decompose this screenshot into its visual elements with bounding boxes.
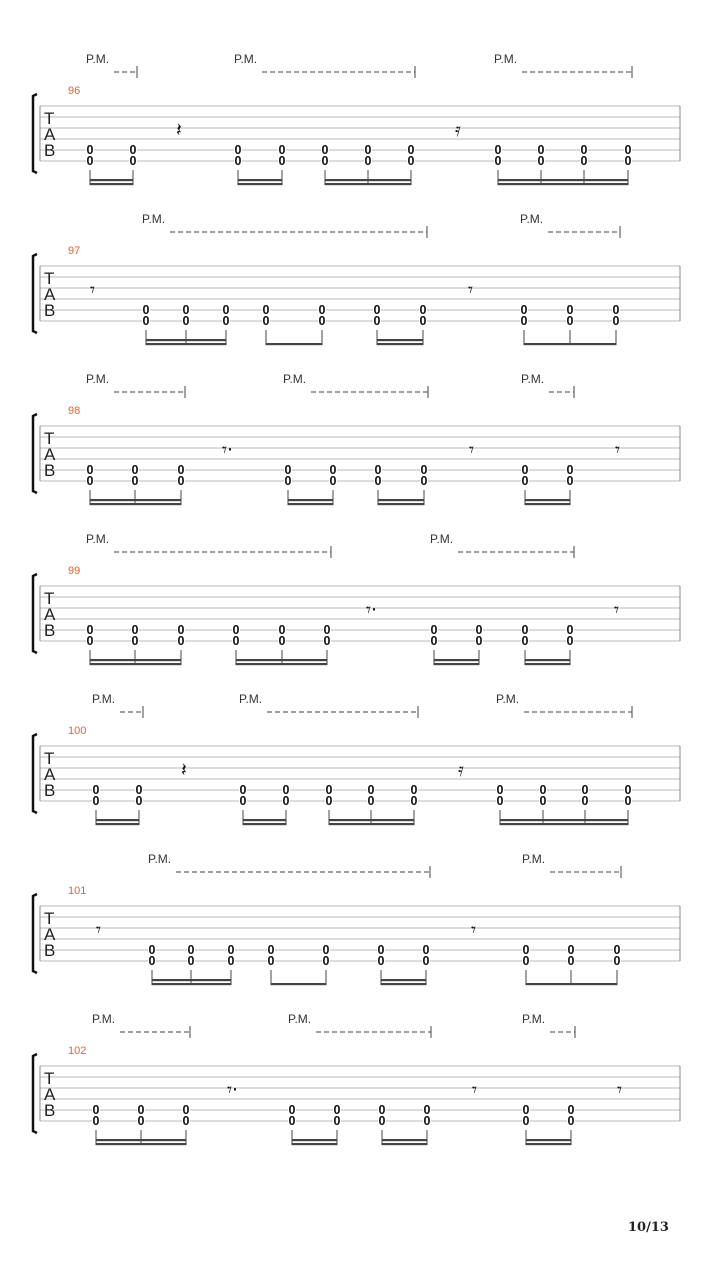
fret-number: 0 [262,314,270,328]
fret-number: 0 [135,794,143,808]
fret-number: 0 [419,303,427,317]
fret-number: 0 [567,943,575,957]
fret-number: 0 [232,634,240,648]
note-beam [96,819,140,821]
note-beam [498,183,629,185]
fret-number: 0 [423,1103,431,1117]
tab-clef-letter: A [44,605,56,624]
palm-mute-label: P.M. [86,372,110,386]
fret-number: 0 [364,143,372,157]
note-beam [96,823,140,825]
fret-number: 0 [318,314,326,328]
measure-number: 101 [68,885,87,897]
fret-number: 0 [142,303,150,317]
note-beam [146,343,227,345]
fret-number: 0 [567,954,575,968]
fret-number: 0 [374,463,382,477]
fret-number: 0 [567,1103,575,1117]
rest-symbol: 𝄿 [455,119,461,141]
note-beam [96,1143,187,1145]
fret-number: 0 [367,794,375,808]
system-bracket [33,574,37,653]
fret-number: 0 [227,943,235,957]
tab-clef-letter: A [44,1085,56,1104]
fret-number: 0 [333,1103,341,1117]
tab-clef-letter: B [44,781,56,800]
fret-number: 0 [92,783,100,797]
measure-number: 97 [68,245,81,257]
fret-number: 0 [182,1114,190,1128]
fret-number: 0 [321,154,329,168]
rest-symbol: 𝄾 [614,599,620,621]
fret-number: 0 [422,954,430,968]
tab-clef-letter: T [44,589,55,608]
palm-mute-label: P.M. [521,372,545,386]
fret-number: 0 [566,474,574,488]
note-beam [381,979,427,981]
rest-symbol: 𝄾 [96,919,102,941]
fret-number: 0 [410,794,418,808]
note-beam [90,663,182,665]
fret-number: 0 [522,943,530,957]
note-beam [329,819,415,821]
fret-number: 0 [374,474,382,488]
tab-clef-letter: A [44,925,56,944]
tab-clef-letter: B [44,461,56,480]
fret-number: 0 [539,794,547,808]
fret-number: 0 [624,783,632,797]
fret-number: 0 [239,783,247,797]
fret-number: 0 [378,1114,386,1128]
fret-number: 0 [494,143,502,157]
fret-number: 0 [131,634,139,648]
fret-number: 0 [322,954,330,968]
fret-number: 0 [522,1103,530,1117]
fret-number: 0 [422,943,430,957]
palm-mute-label: P.M. [148,852,172,866]
tab-system [33,852,680,985]
note-beam [377,339,424,341]
palm-mute-label: P.M. [92,692,116,706]
note-beam [524,343,617,345]
fret-number: 0 [475,623,483,637]
fret-number: 0 [566,634,574,648]
palm-mute-label: P.M. [234,52,258,66]
fret-number: 0 [187,943,195,957]
fret-number: 0 [430,623,438,637]
fret-number: 0 [86,623,94,637]
note-beam [243,823,287,825]
palm-mute-label: P.M. [142,212,166,226]
fret-number: 0 [86,634,94,648]
palm-mute-label: P.M. [494,52,518,66]
fret-number: 0 [566,303,574,317]
fret-number: 0 [580,154,588,168]
tab-clef-letter: B [44,621,56,640]
page-number: 10/13 [628,1220,669,1235]
fret-number: 0 [325,794,333,808]
fret-number: 0 [86,154,94,168]
note-beam [238,183,283,185]
fret-number: 0 [613,943,621,957]
fret-number: 0 [267,943,275,957]
note-beam [325,179,412,181]
fret-number: 0 [177,474,185,488]
note-beam [90,179,134,181]
fret-number: 0 [131,623,139,637]
fret-number: 0 [496,783,504,797]
note-beam [498,179,629,181]
measure-number: 96 [68,85,81,97]
fret-number: 0 [430,634,438,648]
note-beam [96,1139,187,1141]
fret-number: 0 [377,943,385,957]
fret-number: 0 [267,954,275,968]
system-bracket [33,94,37,173]
fret-number: 0 [92,794,100,808]
fret-number: 0 [323,623,331,637]
note-beam [434,659,480,661]
fret-number: 0 [612,314,620,328]
fret-number: 0 [232,623,240,637]
tab-clef-letter: A [44,285,56,304]
fret-number: 0 [321,143,329,157]
rest-symbol: 𝄾 [615,439,621,461]
tab-clef-letter: A [44,765,56,784]
note-beam [238,179,283,181]
fret-number: 0 [288,1103,296,1117]
system-bracket [33,894,37,973]
fret-number: 0 [234,154,242,168]
fret-number: 0 [496,794,504,808]
fret-number: 0 [278,143,286,157]
fret-number: 0 [566,314,574,328]
fret-number: 0 [92,1103,100,1117]
fret-number: 0 [323,634,331,648]
measure-number: 102 [68,1045,87,1057]
rest-symbol: 𝄾 [90,279,96,301]
fret-number: 0 [373,303,381,317]
fret-number: 0 [475,634,483,648]
fret-number: 0 [581,783,589,797]
fret-number: 0 [520,314,528,328]
note-beam [526,1143,572,1145]
fret-number: 0 [520,303,528,317]
note-beam [292,1139,338,1141]
fret-number: 0 [278,634,286,648]
fret-number: 0 [284,474,292,488]
note-beam [152,979,232,981]
tab-clef-letter: A [44,445,56,464]
note-beam [378,499,425,501]
fret-number: 0 [419,314,427,328]
note-beam [288,503,334,505]
system-bracket [33,254,37,333]
note-beam [526,1139,572,1141]
fret-number: 0 [182,303,190,317]
fret-number: 0 [187,954,195,968]
fret-number: 0 [613,954,621,968]
rest-symbol: 𝄾· [366,599,378,621]
fret-number: 0 [580,143,588,157]
fret-number: 0 [148,954,156,968]
fret-number: 0 [131,463,139,477]
fret-number: 0 [325,783,333,797]
tab-clef-letter: B [44,941,56,960]
tab-system [33,372,680,505]
fret-number: 0 [222,314,230,328]
fret-number: 0 [407,154,415,168]
palm-mute-label: P.M. [283,372,307,386]
fret-number: 0 [137,1103,145,1117]
fret-number: 0 [284,463,292,477]
tab-clef-letter: T [44,1069,55,1088]
tab-clef-letter: B [44,1101,56,1120]
palm-mute-label: P.M. [522,1012,546,1026]
tab-clef-letter: B [44,301,56,320]
system-bracket [33,414,37,493]
note-beam [236,659,328,661]
fret-number: 0 [522,954,530,968]
fret-number: 0 [373,314,381,328]
note-beam [146,339,227,341]
fret-number: 0 [522,1114,530,1128]
note-beam [500,823,629,825]
fret-number: 0 [537,154,545,168]
rest-symbol: 𝄾· [222,439,234,461]
tab-system [33,212,680,345]
note-beam [525,499,571,501]
fret-number: 0 [129,154,137,168]
fret-number: 0 [137,1114,145,1128]
fret-number: 0 [282,783,290,797]
fret-number: 0 [423,1114,431,1128]
note-beam [525,663,571,665]
fret-number: 0 [262,303,270,317]
fret-number: 0 [142,314,150,328]
palm-mute-label: P.M. [239,692,263,706]
note-beam [292,1143,338,1145]
fret-number: 0 [282,794,290,808]
palm-mute-label: P.M. [92,1012,116,1026]
note-beam [271,983,327,985]
note-beam [90,659,182,661]
fret-number: 0 [222,303,230,317]
tab-clef-letter: T [44,749,55,768]
tab-system [33,1012,680,1145]
note-beam [378,503,425,505]
palm-mute-label: P.M. [86,52,110,66]
tab-system [33,692,680,825]
fret-number: 0 [86,474,94,488]
fret-number: 0 [420,474,428,488]
fret-number: 0 [278,623,286,637]
palm-mute-label: P.M. [520,212,544,226]
fret-number: 0 [581,794,589,808]
rest-symbol: 𝄾 [469,439,475,461]
rest-symbol: 𝄾 [617,1079,623,1101]
fret-number: 0 [612,303,620,317]
palm-mute-label: P.M. [430,532,454,546]
fret-number: 0 [318,303,326,317]
fret-number: 0 [86,143,94,157]
system-bracket [33,1054,37,1133]
note-beam [526,983,618,985]
fret-number: 0 [92,1114,100,1128]
palm-mute-label: P.M. [522,852,546,866]
fret-number: 0 [624,154,632,168]
fret-number: 0 [148,943,156,957]
fret-number: 0 [539,783,547,797]
fret-number: 0 [566,463,574,477]
measure-number: 99 [68,565,81,577]
fret-number: 0 [566,623,574,637]
note-beam [243,819,287,821]
tab-clef-letter: A [44,125,56,144]
fret-number: 0 [624,143,632,157]
rest-symbol: 𝄾 [472,1079,478,1101]
measure-number: 98 [68,405,81,417]
rest-symbol: 𝄾· [227,1079,239,1101]
tab-clef-letter: B [44,141,56,160]
fret-number: 0 [410,783,418,797]
fret-number: 0 [407,143,415,157]
fret-number: 0 [131,474,139,488]
fret-number: 0 [329,474,337,488]
tab-clef-letter: T [44,429,55,448]
palm-mute-label: P.M. [288,1012,312,1026]
fret-number: 0 [377,954,385,968]
note-beam [90,499,182,501]
fret-number: 0 [135,783,143,797]
fret-number: 0 [364,154,372,168]
fret-number: 0 [333,1114,341,1128]
fret-number: 0 [537,143,545,157]
fret-number: 0 [182,314,190,328]
fret-number: 0 [239,794,247,808]
tab-system [33,532,680,665]
rest-symbol: 𝄾 [471,919,477,941]
fret-number: 0 [329,463,337,477]
rest-symbol: 𝄽 [176,119,182,141]
fret-number: 0 [227,954,235,968]
note-beam [382,1139,428,1141]
note-beam [329,823,415,825]
note-beam [288,499,334,501]
rest-symbol: 𝄽 [181,759,187,781]
note-beam [377,343,424,345]
fret-number: 0 [86,463,94,477]
fret-number: 0 [278,154,286,168]
fret-number: 0 [367,783,375,797]
rest-symbol: 𝄿 [458,759,464,781]
fret-number: 0 [322,943,330,957]
fret-number: 0 [521,474,529,488]
measure-number: 100 [68,725,87,737]
note-beam [434,663,480,665]
tab-system [33,52,680,185]
fret-number: 0 [378,1103,386,1117]
note-beam [525,659,571,661]
fret-number: 0 [182,1103,190,1117]
fret-number: 0 [234,143,242,157]
fret-number: 0 [288,1114,296,1128]
system-bracket [33,734,37,813]
note-beam [90,183,134,185]
tab-clef-letter: T [44,109,55,128]
palm-mute-label: P.M. [86,532,110,546]
note-beam [90,503,182,505]
fret-number: 0 [177,463,185,477]
tab-clef-letter: T [44,909,55,928]
fret-number: 0 [521,623,529,637]
fret-number: 0 [177,623,185,637]
fret-number: 0 [177,634,185,648]
fret-number: 0 [624,794,632,808]
fret-number: 0 [420,463,428,477]
fret-number: 0 [521,634,529,648]
fret-number: 0 [567,1114,575,1128]
note-beam [236,663,328,665]
note-beam [325,183,412,185]
note-beam [500,819,629,821]
note-beam [382,1143,428,1145]
note-beam [152,983,232,985]
note-beam [525,503,571,505]
rest-symbol: 𝄾 [468,279,474,301]
palm-mute-label: P.M. [496,692,520,706]
tab-clef-letter: T [44,269,55,288]
fret-number: 0 [129,143,137,157]
fret-number: 0 [521,463,529,477]
note-beam [381,983,427,985]
note-beam [266,343,323,345]
fret-number: 0 [494,154,502,168]
